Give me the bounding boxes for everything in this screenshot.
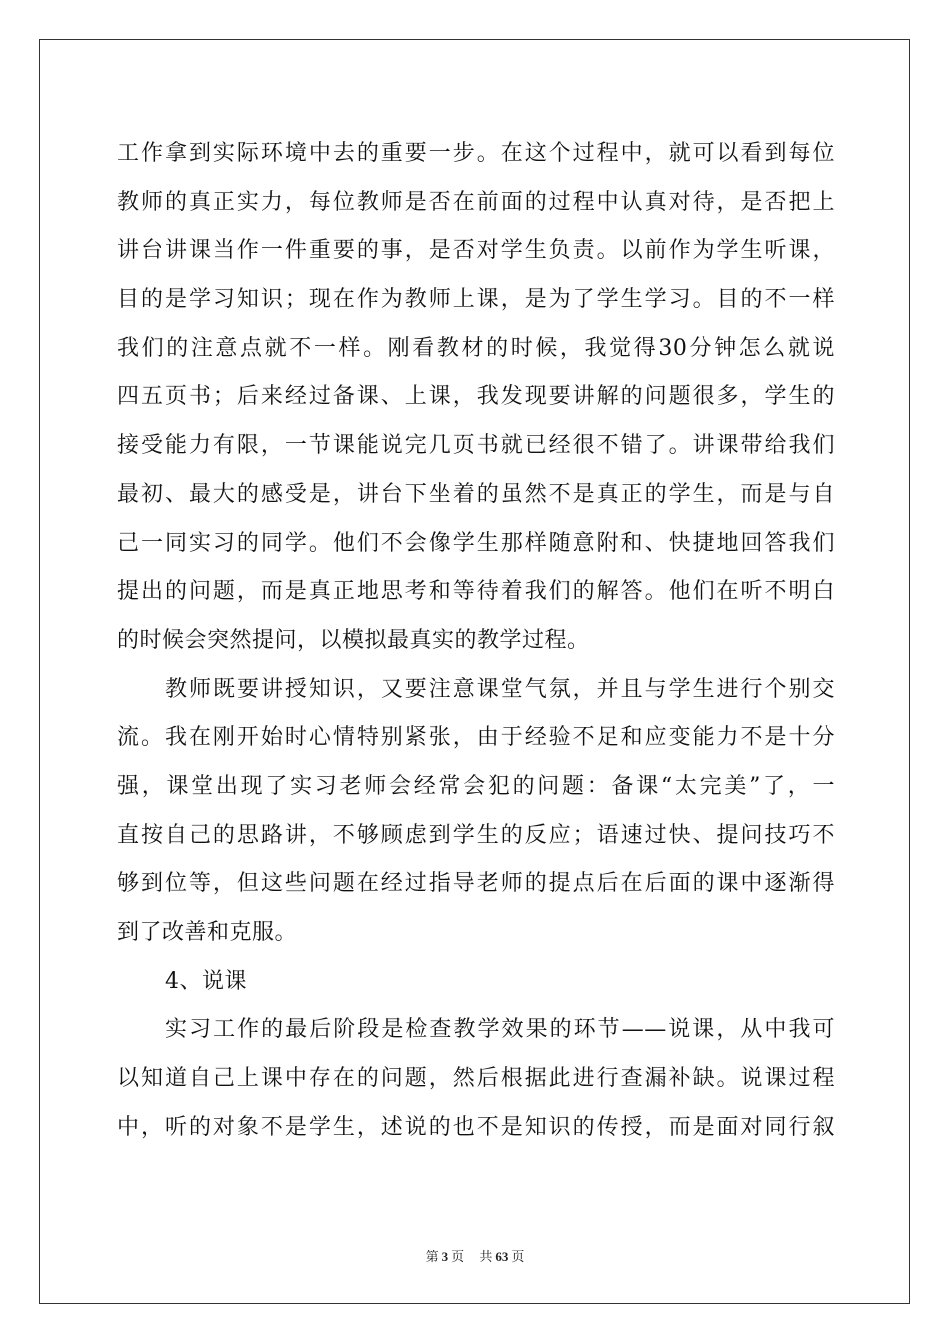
paragraph-start-line: 实习工作的最后阶段是检查教学效果的环节——说课，从中我可: [165, 1017, 835, 1043]
text-line: 教师的真正实力，每位教师是否在前面的过程中认真对待，是否把上: [117, 189, 835, 215]
section-heading: 4、说课: [165, 968, 247, 994]
text-line: 讲台讲课当作一件重要的事，是否对学生负责。以前作为学生听课，: [117, 238, 835, 264]
paragraph-start-line: 教师既要讲授知识，又要注意课堂气氛，并且与学生进行个别交: [165, 676, 835, 702]
text-line: 够到位等，但这些问题在经过指导老师的提点后在后面的课中逐渐得: [117, 871, 835, 897]
text-line: 强，课堂出现了实习老师会经常会犯的问题：备课“太完美”了，一: [117, 773, 835, 799]
total-indicator: [476, 1249, 527, 1264]
text-line: 以知道自己上课中存在的问题，然后根据此进行查漏补缺。说课过程: [117, 1066, 835, 1092]
text-line: 己一同实习的同学。他们不会像学生那样随意附和、快捷地回答我们: [117, 530, 835, 556]
text-line: 接受能力有限，一节课能说完几页书就已经很不错了。讲课带给我们: [117, 433, 835, 459]
text-line: 到了改善和克服。: [117, 920, 298, 945]
total-prefix: 共: [479, 1249, 493, 1264]
text-line: 目的是学习知识；现在作为教师上课，是为了学生学习。目的不一样: [117, 287, 835, 313]
page-suffix: 页: [451, 1249, 465, 1264]
text-line: 工作拿到实际环境中去的重要一步。在这个过程中，就可以看到每位: [117, 141, 835, 166]
text-line: 最初、最大的感受是，讲台下坐着的虽然不是真正的学生，而是与自: [117, 481, 835, 507]
text-line: 四五页书；后来经过备课、上课，我发现要讲解的问题很多，学生的: [117, 384, 835, 410]
text-line: 我们的注意点就不一样。刚看教材的时候，我觉得30分钟怎么就说: [117, 335, 835, 361]
page-number: 3: [441, 1249, 449, 1264]
page-indicator: [423, 1249, 468, 1264]
text-line: 直按自己的思路讲，不够顾虑到学生的反应；语速过快、提问技巧不: [117, 822, 835, 848]
total-pages: 63: [495, 1249, 509, 1264]
page-prefix: 第: [425, 1249, 439, 1264]
text-line: 中，听的对象不是学生，述说的也不是知识的传授，而是面对同行叙: [117, 1114, 835, 1140]
document-body: [117, 130, 835, 1152]
text-line: 的时候会突然提问，以模拟最真实的教学过程。: [117, 627, 590, 653]
text-line: 流。我在刚开始时心情特别紧张，由于经验不足和应变能力不是十分: [117, 725, 835, 751]
text-line: 提出的问题，而是真正地思考和等待着我们的解答。他们在听不明白: [117, 579, 835, 605]
page-footer: [0, 1246, 950, 1265]
total-suffix: 页: [511, 1249, 525, 1264]
